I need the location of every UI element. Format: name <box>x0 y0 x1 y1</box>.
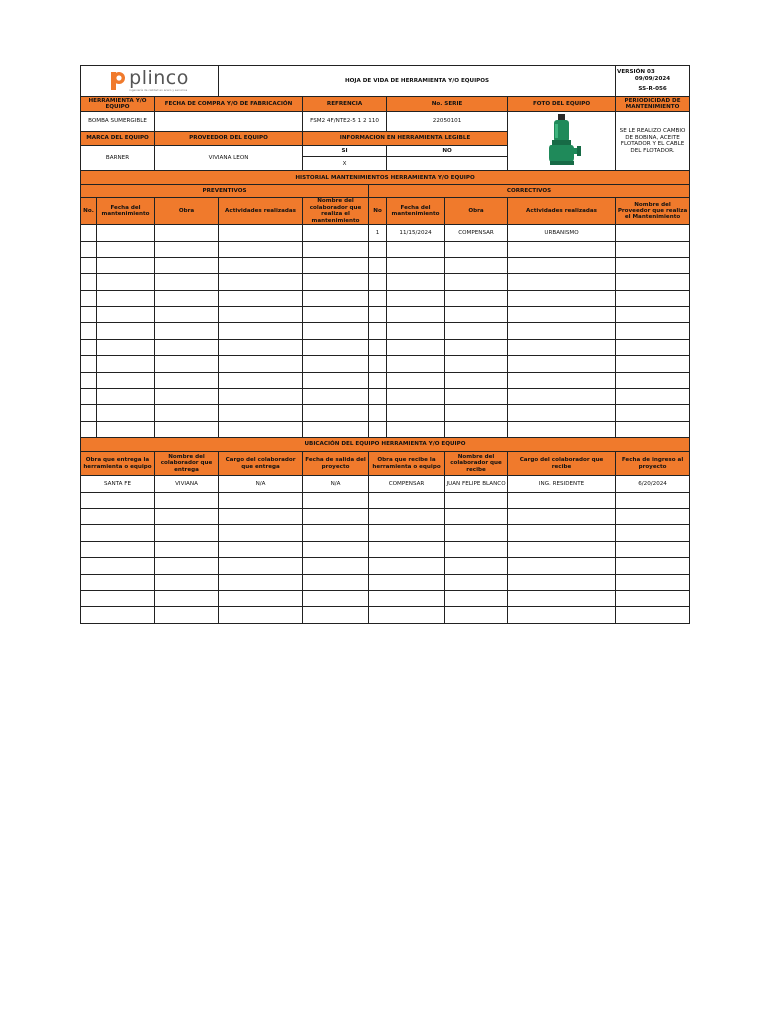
history-cell <box>97 356 155 372</box>
history-cell <box>219 372 303 388</box>
history-col-header: No <box>369 198 387 225</box>
location-col-header: Nombre del colaborador que entrega <box>155 452 219 476</box>
serial-number: 22050101 <box>387 112 508 132</box>
location-col-header: Fecha de salida del proyecto <box>303 452 369 476</box>
table-row <box>81 590 690 606</box>
history-cell <box>369 307 387 323</box>
history-cell <box>155 307 219 323</box>
header-periodicidad: PERIODICIDAD DE MANTENIMIENTO <box>616 97 690 112</box>
location-cell <box>369 492 445 508</box>
history-cell <box>445 290 508 306</box>
history-cell <box>303 241 369 257</box>
history-cell <box>616 389 690 405</box>
table-row <box>81 356 690 372</box>
history-cell <box>616 307 690 323</box>
history-cell <box>219 356 303 372</box>
version-label: VERSIÓN 03 <box>617 69 655 76</box>
history-cell <box>303 372 369 388</box>
history-cell <box>155 274 219 290</box>
location-cell <box>508 558 616 574</box>
history-cell <box>81 356 97 372</box>
plinco-logo-icon <box>110 71 126 91</box>
history-cell <box>445 307 508 323</box>
table-row <box>81 241 690 257</box>
history-cell <box>81 323 97 339</box>
version-date: 09/09/2024 <box>634 75 671 82</box>
header-herramienta: HERRAMIENTA Y/O EQUIPO <box>81 97 155 112</box>
header-proveedor: PROVEEDOR DEL EQUIPO <box>155 132 303 146</box>
location-cell <box>303 590 369 606</box>
table-row <box>81 525 690 541</box>
history-cell <box>369 389 387 405</box>
history-cell <box>369 257 387 273</box>
header-legible: INFORMACION EN HERRAMIENTA LEGIBLE <box>303 132 508 146</box>
table-row <box>81 274 690 290</box>
history-cell <box>616 257 690 273</box>
history-cell <box>155 405 219 421</box>
history-cell <box>219 323 303 339</box>
history-cell <box>155 225 219 241</box>
location-cell <box>303 541 369 557</box>
location-cell <box>445 508 508 524</box>
location-cell <box>616 607 690 623</box>
history-cell <box>219 225 303 241</box>
location-cell <box>445 525 508 541</box>
location-cell <box>508 541 616 557</box>
history-cell <box>616 241 690 257</box>
history-cell <box>155 389 219 405</box>
history-col-header: Actividades realizadas <box>219 198 303 225</box>
history-cell <box>445 241 508 257</box>
history-cell <box>508 356 616 372</box>
location-cell <box>369 541 445 557</box>
history-cell <box>369 274 387 290</box>
history-cell <box>97 405 155 421</box>
location-cell <box>303 607 369 623</box>
history-cell <box>219 389 303 405</box>
preventivos-header: PREVENTIVOS <box>81 185 369 198</box>
table-row <box>81 323 690 339</box>
location-cell <box>155 525 219 541</box>
location-cell <box>155 558 219 574</box>
history-cell <box>387 421 445 437</box>
history-cell <box>97 339 155 355</box>
location-cell <box>155 508 219 524</box>
legible-si-header: SI <box>303 146 387 157</box>
history-col-header: Nombre del colaborador que realiza el mantenimiento <box>303 198 369 225</box>
equipment-brand: BARNER <box>81 146 155 171</box>
location-cell <box>616 508 690 524</box>
history-cell <box>81 421 97 437</box>
equipment-supplier: VIVIANA LEON <box>155 146 303 171</box>
history-cell <box>508 290 616 306</box>
location-cell <box>445 492 508 508</box>
history-cell <box>155 421 219 437</box>
location-cell <box>81 607 155 623</box>
location-cell <box>219 574 303 590</box>
location-cell <box>303 558 369 574</box>
location-cell <box>369 558 445 574</box>
location-cell <box>81 541 155 557</box>
history-cell <box>303 405 369 421</box>
location-cell <box>81 574 155 590</box>
history-cell <box>155 339 219 355</box>
history-cell <box>369 241 387 257</box>
location-cell: 6/20/2024 <box>616 476 690 492</box>
history-cell <box>81 339 97 355</box>
history-cell <box>155 372 219 388</box>
location-cell <box>369 508 445 524</box>
location-cell <box>445 541 508 557</box>
location-cell <box>445 590 508 606</box>
history-cell <box>219 241 303 257</box>
table-row <box>81 508 690 524</box>
location-col-header: Obra que entrega la herramienta o equipo <box>81 452 155 476</box>
location-cell: VIVIANA <box>155 476 219 492</box>
location-cell <box>303 525 369 541</box>
history-cell <box>387 356 445 372</box>
location-cell <box>219 508 303 524</box>
location-cell <box>445 558 508 574</box>
history-title: HISTORIAL MANTENIMIENTOS HERRAMIENTA Y/O EQUIPO <box>81 171 690 185</box>
history-cell <box>155 290 219 306</box>
history-cell <box>155 356 219 372</box>
location-cell <box>508 525 616 541</box>
header-marca: MARCA DEL EQUIPO <box>81 132 155 146</box>
history-column-headers <box>81 198 690 225</box>
history-cell <box>508 372 616 388</box>
history-cell <box>387 339 445 355</box>
table-row <box>81 421 690 437</box>
history-cell <box>445 339 508 355</box>
history-cell <box>616 421 690 437</box>
history-cell <box>219 257 303 273</box>
history-cell <box>616 274 690 290</box>
location-cell <box>369 590 445 606</box>
history-cell <box>303 421 369 437</box>
legible-no-header: NO <box>387 146 508 157</box>
history-cell <box>387 323 445 339</box>
equipment-reference: FSM2 4F/NTE2-5 1 2 110 <box>303 112 387 132</box>
location-cell <box>81 558 155 574</box>
history-cell <box>616 225 690 241</box>
history-cell <box>81 274 97 290</box>
history-col-header: Nombre del Proveedor que realiza el Mantenimiento <box>616 198 690 225</box>
history-cell <box>369 323 387 339</box>
table-row <box>81 389 690 405</box>
history-cell <box>369 290 387 306</box>
history-cell <box>387 290 445 306</box>
history-cell <box>303 257 369 273</box>
location-cell: ING. RESIDENTE <box>508 476 616 492</box>
location-cell: N/A <box>219 476 303 492</box>
location-cell <box>155 590 219 606</box>
location-cell <box>508 590 616 606</box>
history-cell <box>369 339 387 355</box>
legible-no-value <box>387 157 508 171</box>
location-cell <box>303 574 369 590</box>
history-cell <box>81 290 97 306</box>
history-cell <box>616 372 690 388</box>
history-cell: URBANISMO <box>508 225 616 241</box>
history-cell <box>155 241 219 257</box>
history-cell <box>97 241 155 257</box>
history-cell <box>81 372 97 388</box>
table-row <box>81 541 690 557</box>
table-row <box>81 405 690 421</box>
history-cell <box>387 307 445 323</box>
location-cell <box>616 525 690 541</box>
history-cell <box>97 421 155 437</box>
document-code: SS-R-056 <box>638 86 667 93</box>
history-cell <box>445 421 508 437</box>
location-cell <box>616 590 690 606</box>
location-cell <box>219 525 303 541</box>
history-cell <box>445 356 508 372</box>
history-cell <box>303 307 369 323</box>
history-cell <box>616 405 690 421</box>
history-rows <box>81 225 690 438</box>
logo-cell <box>81 66 219 97</box>
history-cell <box>616 323 690 339</box>
submersible-pump-photo-icon <box>542 112 582 168</box>
header-serie: No. SERIE <box>387 97 508 112</box>
location-cell <box>369 607 445 623</box>
history-cell <box>445 405 508 421</box>
history-cell: COMPENSAR <box>445 225 508 241</box>
location-cell <box>81 590 155 606</box>
location-col-header: Obra que recibe la herramienta o equipo <box>369 452 445 476</box>
history-col-header: Obra <box>445 198 508 225</box>
history-cell <box>97 290 155 306</box>
table-row <box>81 257 690 273</box>
history-cell <box>445 389 508 405</box>
history-cell <box>508 274 616 290</box>
location-cell <box>445 607 508 623</box>
equipment-name: BOMBA SUMERGIBLE <box>81 112 155 132</box>
history-cell <box>97 307 155 323</box>
equipment-photo <box>508 112 616 171</box>
history-cell <box>81 257 97 273</box>
history-cell <box>445 372 508 388</box>
location-title: UBICACIÓN DEL EQUIPO HERRAMIENTA Y/O EQUIPO <box>81 438 690 452</box>
logo-tagline: ingeniería de calidad en acero y servicios <box>129 88 188 93</box>
history-col-header: Obra <box>155 198 219 225</box>
history-cell <box>81 225 97 241</box>
location-cell <box>155 607 219 623</box>
history-cell <box>97 225 155 241</box>
location-cell <box>81 525 155 541</box>
location-cell <box>616 574 690 590</box>
history-cell <box>97 257 155 273</box>
history-cell <box>508 389 616 405</box>
location-cell <box>303 508 369 524</box>
history-col-header: No. <box>81 198 97 225</box>
history-cell <box>508 241 616 257</box>
history-col-header: Actividades realizadas <box>508 198 616 225</box>
location-col-header: Fecha de ingreso al proyecto <box>616 452 690 476</box>
history-cell <box>387 389 445 405</box>
history-col-header: Fecha del mantenimiento <box>387 198 445 225</box>
record-table <box>80 65 690 624</box>
history-cell <box>81 389 97 405</box>
history-cell <box>387 257 445 273</box>
location-cell <box>508 508 616 524</box>
history-cell <box>369 372 387 388</box>
history-cell <box>508 307 616 323</box>
location-cell <box>508 492 616 508</box>
location-cell: N/A <box>303 476 369 492</box>
history-cell <box>616 290 690 306</box>
version-block <box>616 66 690 97</box>
header-foto: FOTO DEL EQUIPO <box>508 97 616 112</box>
location-col-header: Cargo del colaborador que recibe <box>508 452 616 476</box>
location-cell <box>155 541 219 557</box>
table-row <box>81 372 690 388</box>
history-cell <box>219 307 303 323</box>
history-cell <box>445 257 508 273</box>
table-row <box>81 307 690 323</box>
history-cell <box>445 323 508 339</box>
table-row <box>81 339 690 355</box>
history-cell <box>445 274 508 290</box>
location-cell <box>219 492 303 508</box>
history-cell <box>303 323 369 339</box>
location-cell <box>219 607 303 623</box>
header-fecha-compra: FECHA DE COMPRA Y/O DE FABRICACIÓN <box>155 97 303 112</box>
history-cell <box>387 372 445 388</box>
location-cell <box>369 525 445 541</box>
location-cell: SANTA FE <box>81 476 155 492</box>
location-col-header: Nombre del colaborador que recibe <box>445 452 508 476</box>
location-cell <box>155 574 219 590</box>
location-cell <box>303 492 369 508</box>
history-cell <box>97 323 155 339</box>
location-rows <box>81 476 690 624</box>
location-cell <box>445 574 508 590</box>
location-cell <box>219 590 303 606</box>
history-cell <box>303 389 369 405</box>
history-cell <box>369 421 387 437</box>
location-cell <box>616 492 690 508</box>
history-cell <box>508 323 616 339</box>
equipment-record-sheet <box>80 65 689 624</box>
history-cell <box>219 405 303 421</box>
history-cell <box>387 241 445 257</box>
table-row <box>81 607 690 623</box>
history-cell <box>508 405 616 421</box>
history-cell: 1 <box>369 225 387 241</box>
location-cell <box>508 574 616 590</box>
table-row <box>81 476 690 492</box>
table-row <box>81 225 690 241</box>
history-cell <box>219 274 303 290</box>
history-cell <box>616 356 690 372</box>
history-cell <box>616 339 690 355</box>
history-cell <box>387 274 445 290</box>
history-cell <box>81 241 97 257</box>
location-cell <box>81 508 155 524</box>
location-cell <box>81 492 155 508</box>
purchase-date <box>155 112 303 132</box>
history-cell <box>508 257 616 273</box>
location-cell: JUAN FELIPE BLANCO <box>445 476 508 492</box>
location-cell <box>369 574 445 590</box>
table-row <box>81 290 690 306</box>
history-cell <box>303 274 369 290</box>
location-cell <box>219 541 303 557</box>
table-row <box>81 574 690 590</box>
history-col-header: Fecha del mantenimiento <box>97 198 155 225</box>
history-cell <box>303 290 369 306</box>
history-cell <box>219 339 303 355</box>
location-cell <box>508 607 616 623</box>
history-cell <box>508 421 616 437</box>
location-cell <box>155 492 219 508</box>
table-row <box>81 492 690 508</box>
history-cell <box>97 389 155 405</box>
location-column-headers <box>81 452 690 476</box>
location-cell <box>219 558 303 574</box>
history-cell <box>81 405 97 421</box>
history-cell <box>303 356 369 372</box>
history-cell <box>155 323 219 339</box>
location-cell <box>616 541 690 557</box>
correctivos-header: CORRECTIVOS <box>369 185 690 198</box>
history-cell <box>303 339 369 355</box>
location-col-header: Cargo del colaborador que entrega <box>219 452 303 476</box>
history-cell <box>369 356 387 372</box>
history-cell <box>155 257 219 273</box>
document-title: HOJA DE VIDA DE HERRAMIENTA Y/O EQUIPOS <box>219 66 616 97</box>
history-cell <box>219 421 303 437</box>
history-cell <box>97 274 155 290</box>
history-cell <box>369 405 387 421</box>
history-cell <box>303 225 369 241</box>
history-cell <box>387 405 445 421</box>
history-cell <box>219 290 303 306</box>
maintenance-periodicity: SE LE REALIZO CAMBIO DE BOBINA, ACEITE FLOTADOR Y EL CABLE DEL FLOTADOR. <box>616 112 690 171</box>
history-cell <box>508 339 616 355</box>
header-referencia: REFRENCIA <box>303 97 387 112</box>
history-cell <box>81 307 97 323</box>
table-row <box>81 558 690 574</box>
logo-name: plinco <box>129 67 189 90</box>
history-cell: 11/15/2024 <box>387 225 445 241</box>
location-cell: COMPENSAR <box>369 476 445 492</box>
legible-si-value: X <box>303 157 387 171</box>
location-cell <box>616 558 690 574</box>
history-cell <box>97 372 155 388</box>
